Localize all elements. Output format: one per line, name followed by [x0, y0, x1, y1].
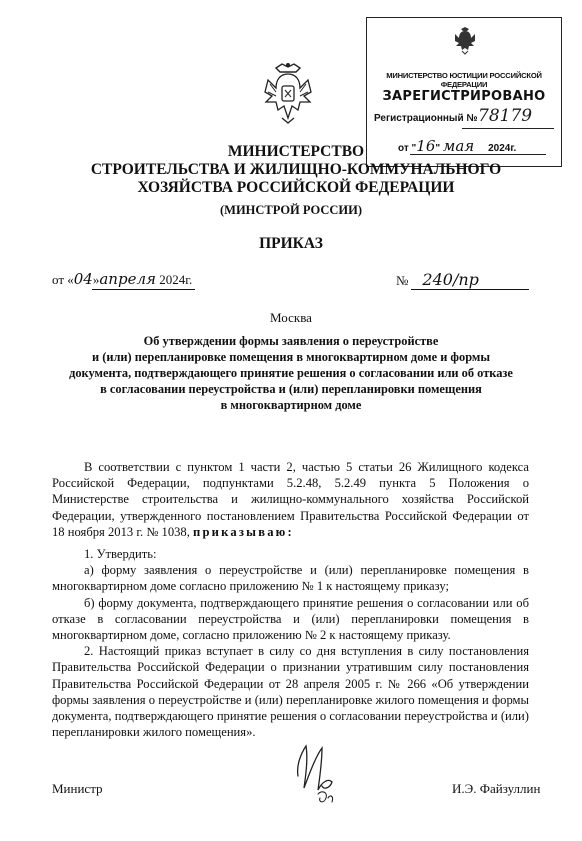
order-date-suffix: г.: [185, 272, 193, 287]
subject-line: в согласовании переустройства и (или) перепланировки помещения: [100, 382, 482, 396]
order-date-underline: [92, 289, 195, 290]
signatory-position: Министр: [52, 781, 103, 796]
stamp-status: ЗАРЕГИСТРИРОВАНО: [382, 89, 546, 104]
ministry-line-2: СТРОИТЕЛЬСТВА И ЖИЛИЩНО-КОММУНАЛЬНОГО: [90, 161, 502, 178]
handwritten-signature: [292, 742, 342, 810]
order-number-prefix: №: [396, 273, 409, 288]
order-number-underline: [411, 289, 529, 290]
order-number-value: 240/пр: [422, 270, 479, 289]
preamble-command: приказываю:: [193, 524, 294, 539]
ministry-heading: [50, 143, 542, 197]
ministry-line-1: МИНИСТЕРСТВО: [227, 143, 365, 160]
preamble-paragraph: [52, 459, 529, 540]
coat-of-arms-emblem: [262, 62, 314, 124]
order-date-mid: »: [92, 272, 100, 287]
order-date-month: апреля: [99, 270, 156, 288]
ministry-short-name: (МИНСТРОЙ РОССИИ): [219, 203, 362, 217]
stamp-date-prefix: от ": [398, 143, 417, 154]
signatory-name: И.Э. Файзуллин: [452, 781, 541, 796]
ministry-line-3: ХОЗЯЙСТВА РОССИЙСКОЙ ФЕДЕРАЦИИ: [137, 179, 455, 196]
subject-line: Об утверждении формы заявления о переустройстве: [143, 334, 439, 348]
stamp-date-day: 16: [416, 137, 436, 155]
stamp-ministry-name: МИНИСТЕРСТВО ЮСТИЦИИ РОССИЙСКОЙ ФЕДЕРАЦИИ: [386, 71, 542, 89]
order-date-prefix: от «: [52, 272, 74, 287]
item-2: 2. Настоящий приказ вступает в силу со дня вступления в силу постановления Правительства Российской Федерации о признании утратившим силу постановления Правительства Российской Федерации от 28 апреля 2005 г. № 266 «Об утверждении формы заявления о переустройстве и (или) перепланировке жилого помещения и формы документа, подтверждающего принятие решения о согласовании переустройства и (или) перепланировки жилого помещения».: [52, 644, 529, 740]
item-1a: а) форму заявления о переустройстве и (или) перепланировке помещения в многоквартирном доме согласно приложению № 1 к настоящему приказу;: [52, 563, 529, 594]
stamp-emblem-icon: [454, 27, 476, 55]
document-type: ПРИКАЗ: [259, 235, 323, 252]
order-date-year: 2024: [159, 272, 186, 287]
subject-line: и (или) перепланировке помещения в многоквартирном доме и формы: [91, 350, 491, 364]
subject-line: документа, подтверждающего принятие решения о согласовании или об отказе: [69, 366, 513, 380]
subject-line: в многоквартирном доме: [220, 398, 362, 412]
stamp-reg-label: Регистрационный №: [374, 113, 478, 124]
order-subject: [52, 333, 530, 413]
stamp-date-year: 2024г.: [488, 143, 517, 154]
stamp-date-mid: ": [435, 143, 441, 154]
order-body: [52, 459, 529, 740]
order-date-day: 04: [73, 270, 93, 288]
city: Москва: [270, 310, 312, 325]
preamble-text: В соответствии с пунктом 1 части 2, частью 5 статьи 26 Жилищного кодекса Российской Федерации, подпунктами 5.2.48, 5.2.49 пункта 5 Положения о Министерстве строительства и жилищно-коммунального хозяйства Российской Федерации, утвержденного постановлением Правительства Российской Федерации от 18 ноября 2013 г. № 1038,: [52, 460, 529, 539]
stamp-reg-number: 78179: [478, 106, 533, 126]
order-date: [52, 270, 192, 288]
stamp-date-month: мая: [442, 137, 475, 155]
item-1: 1. Утвердить:: [84, 547, 157, 562]
stamp-number-underline: [462, 128, 554, 129]
item-1b: б) форму документа, подтверждающего принятие решения о согласовании или об отказе в согласовании переустройства и (или) перепланировки помещения в многоквартирном доме, согласно приложению № 2 к настоящему приказу.: [52, 595, 529, 643]
order-number: [396, 270, 479, 289]
